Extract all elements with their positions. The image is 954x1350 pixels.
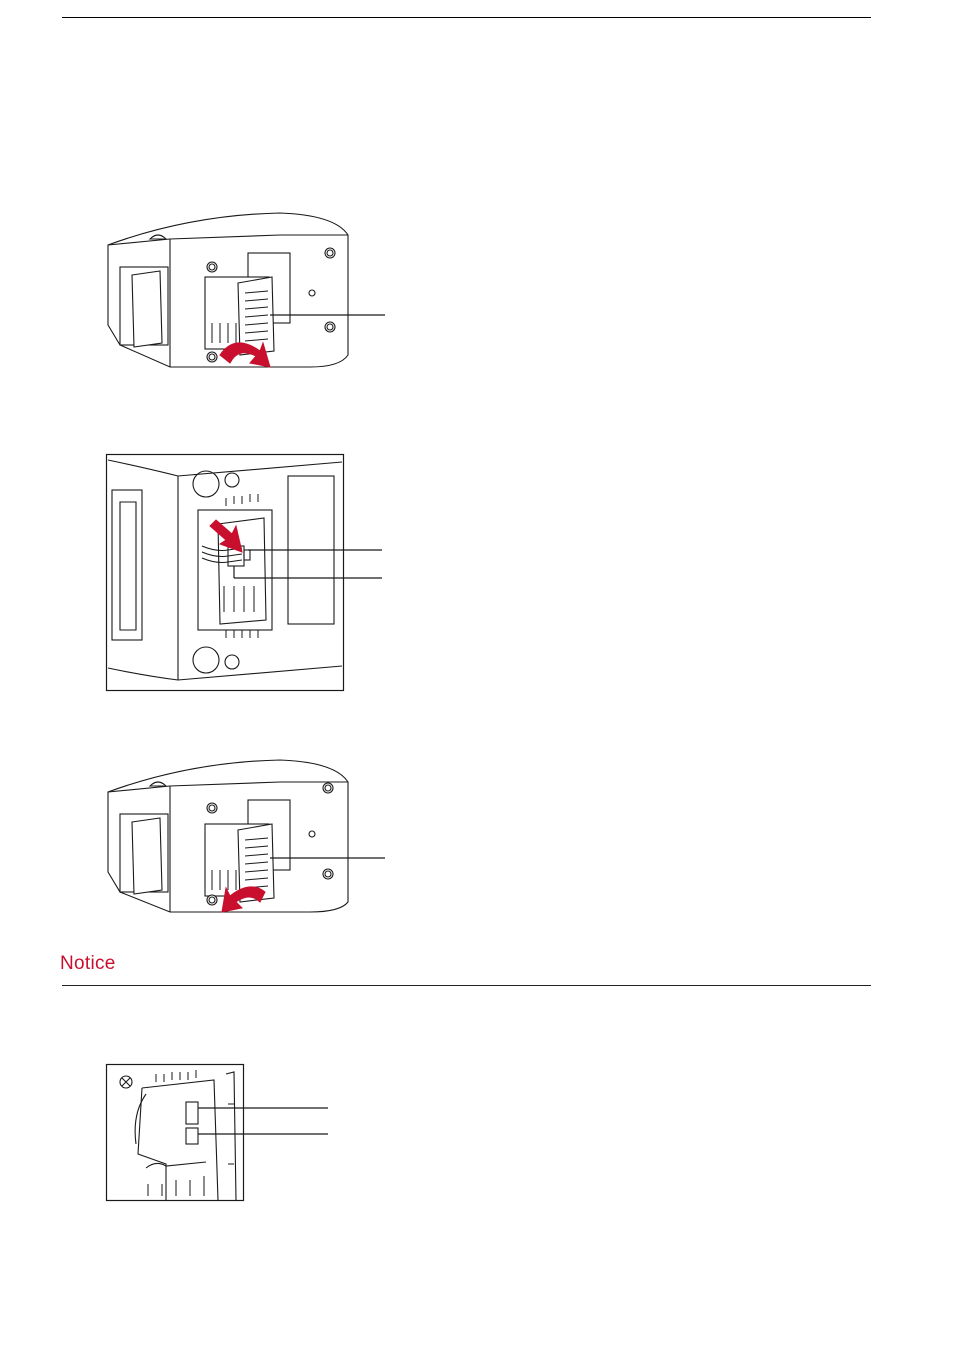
figure-connector-closeup [106,454,386,694]
connector-detail-illustration [106,1064,331,1204]
connector-closeup-illustration [106,454,386,694]
figure-close-panel [100,752,390,922]
printer-base-illustration [100,752,390,922]
header-rule [62,17,871,18]
notice-heading: Notice [60,953,116,974]
figure-open-panel [100,205,390,380]
notice-rule [62,985,871,986]
printer-base-illustration [100,205,390,380]
figure-connector-detail [106,1064,331,1204]
